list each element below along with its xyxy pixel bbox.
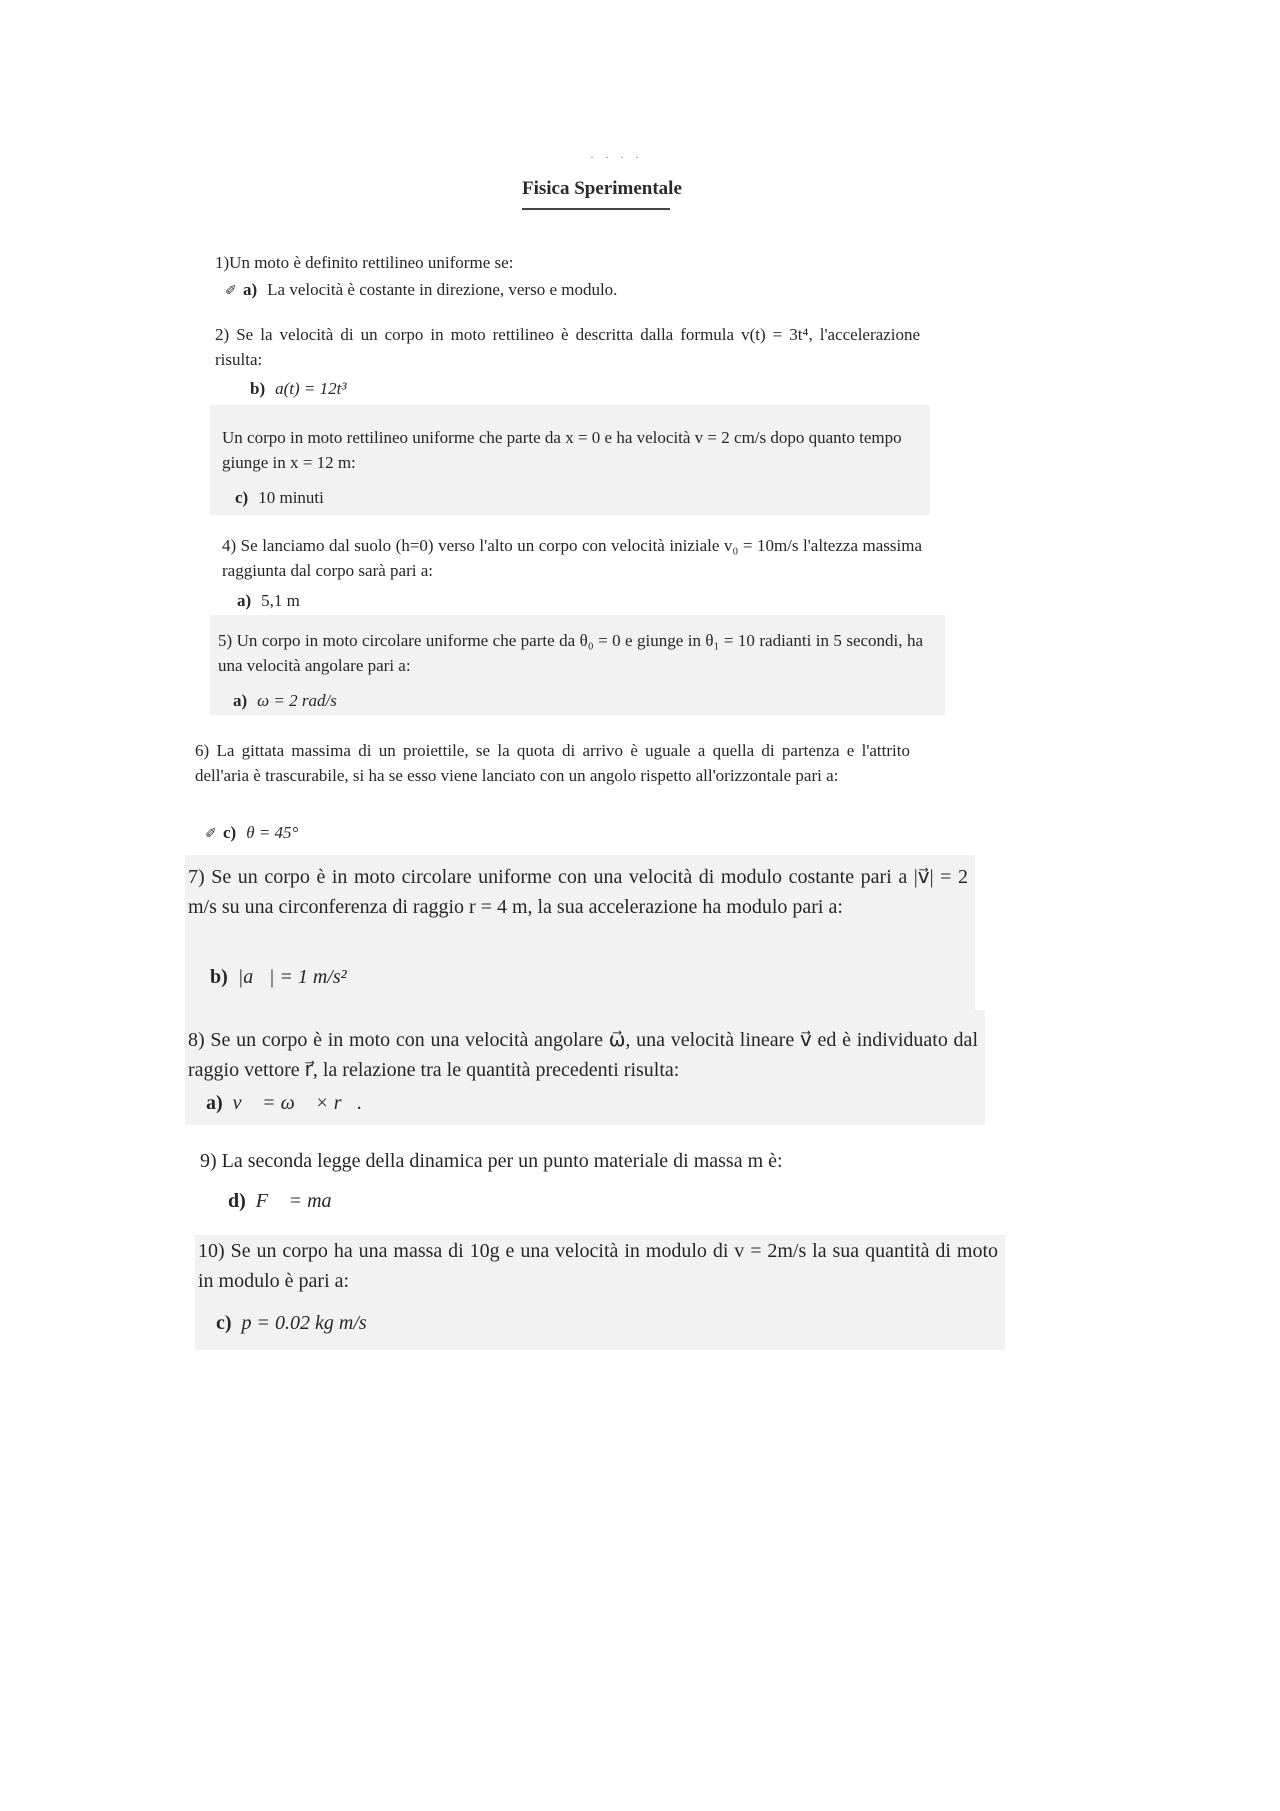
question-stem: 9) La seconda legge della dinamica per un punto materiale di massa m è: bbox=[200, 1150, 783, 1172]
question-9 bbox=[200, 1146, 980, 1212]
title-underline bbox=[522, 208, 670, 210]
answer bbox=[205, 820, 298, 845]
answer bbox=[216, 1308, 367, 1338]
answer-text: a(t) = 12t³ bbox=[275, 379, 347, 398]
pencil-check-icon: ✐ bbox=[205, 827, 217, 842]
question-stem: 1)Un moto è definito rettilineo uniforme se: bbox=[215, 253, 514, 272]
answer-letter: c) bbox=[216, 1312, 232, 1334]
answer-letter: a) bbox=[206, 1092, 223, 1114]
answer-letter: a) bbox=[237, 591, 252, 610]
scan-artifact: · · · · bbox=[590, 150, 643, 164]
question-4 bbox=[222, 533, 922, 610]
answer-letter: c) bbox=[223, 823, 237, 842]
answer-text: θ = 45° bbox=[246, 823, 299, 842]
question-6 bbox=[195, 738, 910, 842]
question-8 bbox=[188, 1025, 978, 1114]
question-stem: 8) Se un corpo è in moto con una velocità angolare ω⃗, una velocità lineare v⃗ ed è individuato dal raggio vettore r⃗, la relazione tra le quantità precedenti risulta: bbox=[188, 1029, 978, 1081]
answer-text: p = 0.02 kg m/s bbox=[241, 1312, 367, 1334]
answer bbox=[225, 277, 617, 302]
answer bbox=[210, 962, 347, 992]
answer bbox=[250, 376, 346, 401]
answer-letter: b) bbox=[210, 966, 228, 988]
question-7 bbox=[188, 862, 968, 988]
question-1 bbox=[215, 250, 935, 299]
question-stem: 7) Se un corpo è in moto circolare uniforme con una velocità di modulo costante pari a |v⃗| = 2 m/s su una circonferenza di raggio r = 4 m, la sua accelerazione ha modulo pari a: bbox=[188, 866, 968, 918]
question-10 bbox=[198, 1236, 998, 1334]
answer bbox=[237, 588, 300, 613]
answer-text: La velocità è costante in direzione, verso e modulo. bbox=[267, 280, 618, 299]
question-stem: 5) Un corpo in moto circolare uniforme che parte da θ₀ = 0 e giunge in θ₁ = 10 radianti in 5 secondi, ha una velocità angolare pari a: bbox=[218, 631, 923, 675]
question-stem: 4) Se lanciamo dal suolo (h=0) verso l'alto un corpo con velocità iniziale v₀ = 10m/s l'altezza massima raggiunta dal corpo sarà pari a: bbox=[222, 536, 922, 580]
answer-text: F⃗ = ma⃗ bbox=[255, 1190, 348, 1212]
answer-letter: a) bbox=[233, 691, 248, 710]
page-title: Fisica Sperimentale bbox=[522, 178, 682, 199]
answer bbox=[228, 1186, 347, 1216]
answer bbox=[233, 688, 337, 713]
answer-letter: c) bbox=[235, 488, 249, 507]
answer-letter: a) bbox=[243, 280, 258, 299]
answer bbox=[235, 485, 324, 510]
answer-letter: d) bbox=[228, 1190, 246, 1212]
answer-text: 5,1 m bbox=[261, 591, 300, 610]
answer bbox=[206, 1088, 362, 1118]
answer-text: |a⃗| = 1 m/s² bbox=[237, 966, 347, 988]
answer-text: v⃗ = ω⃗ × r⃗. bbox=[232, 1092, 363, 1114]
pencil-check-icon: ✐ bbox=[225, 284, 237, 299]
question-2 bbox=[215, 322, 920, 398]
question-stem: Un corpo in moto rettilineo uniforme che parte da x = 0 e ha velocità v = 2 cm/s dopo quanto tempo giunge in x = 12 m: bbox=[222, 428, 902, 472]
answer-text: 10 minuti bbox=[258, 488, 324, 507]
question-stem: 6) La gittata massima di un proiettile, se la quota di arrivo è uguale a quella di partenza e l'attrito dell'aria è trascurabile, si ha se esso viene lanciato con un angolo rispetto all'orizzontale pari a: bbox=[195, 741, 910, 785]
question-stem: 10) Se un corpo ha una massa di 10g e una velocità in modulo di v = 2m/s la sua quantità di moto in modulo è pari a: bbox=[198, 1240, 998, 1292]
answer-letter: b) bbox=[250, 379, 266, 398]
question-stem: 2) Se la velocità di un corpo in moto rettilineo è descritta dalla formula v(t) = 3t⁴, l'accelerazione risulta: bbox=[215, 325, 920, 369]
answer-text: ω = 2 rad/s bbox=[257, 691, 337, 710]
question-3 bbox=[222, 425, 922, 507]
question-5 bbox=[218, 628, 923, 710]
